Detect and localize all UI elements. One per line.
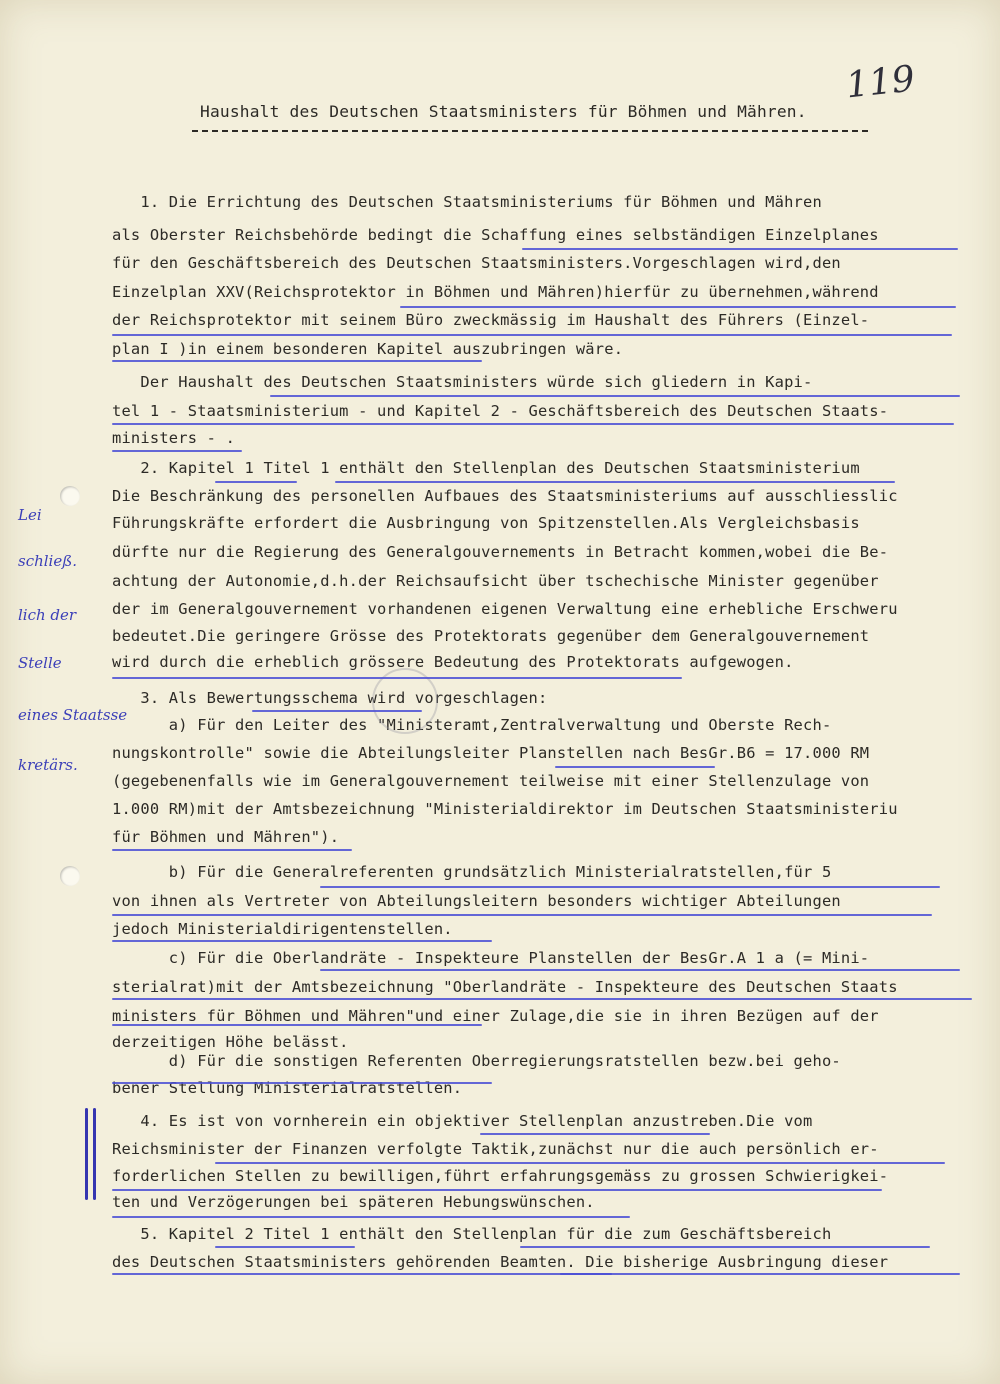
body-text-line: 3. Als Bewertungsschema wird vorgeschlagen:	[112, 689, 548, 707]
body-text-line: Reichsminister der Finanzen verfolgte Taktik,zunächst nur die auch persönlich er-	[112, 1140, 879, 1158]
pencil-underline	[112, 677, 682, 679]
body-text-line: derzeitigen Höhe belässt.	[112, 1033, 349, 1051]
body-text-line: Führungskräfte erfordert die Ausbringung von Spitzenstellen.Als Vergleichsbasis	[112, 514, 860, 532]
body-text-line: 1.000 RM)mit der Amtsbezeichnung "Ministerialdirektor im Deutschen Staatsministeriu	[112, 800, 898, 818]
margin-note: Lei	[18, 506, 42, 524]
body-text-line: c) Für die Oberlandräte - Inspekteure Planstellen der BesGr.A 1 a (= Mini-	[112, 949, 870, 967]
body-text-line: für Böhmen und Mähren").	[112, 828, 340, 846]
margin-note: kretärs.	[18, 756, 78, 774]
pencil-underline	[112, 1189, 882, 1191]
pencil-underline	[560, 1273, 960, 1275]
body-text-line: bedeutet.Die geringere Grösse des Protektorats gegenüber dem Generalgouvernement	[112, 627, 870, 645]
body-text-line: für den Geschäftsbereich des Deutschen Staatsministers.Vorgeschlagen wird,den	[112, 254, 841, 272]
pencil-underline	[112, 1216, 630, 1218]
body-text-line: jedoch Ministerialdirigentenstellen.	[112, 920, 453, 938]
pencil-underline	[320, 969, 960, 971]
pencil-underline	[522, 248, 958, 250]
body-text-line: 5. Kapitel 2 Titel 1 enthält den Stellenplan für die zum Geschäftsbereich	[112, 1225, 832, 1243]
punch-hole	[60, 866, 80, 886]
pencil-underline	[112, 998, 972, 1000]
body-text-line: sterialrat)mit der Amtsbezeichnung "Oberlandräte - Inspekteure des Deutschen Staats	[112, 978, 898, 996]
body-text-line: a) Für den Leiter des "Ministeramt,Zentralverwaltung und Oberste Rech-	[112, 716, 832, 734]
body-text-line: 1. Die Errichtung des Deutschen Staatsministeriums für Böhmen und Mähren	[112, 193, 822, 211]
pencil-underline	[400, 306, 956, 308]
body-text-line: der im Generalgouvernement vorhandenen eigenen Verwaltung eine erhebliche Erschweru	[112, 600, 898, 618]
pencil-underline	[320, 886, 940, 888]
pencil-underline	[270, 395, 960, 397]
pencil-underline	[112, 334, 952, 336]
body-text-line: 2. Kapitel 1 Titel 1 enthält den Stellenplan des Deutschen Staatsministerium	[112, 459, 860, 477]
margin-note: schließ.	[18, 552, 78, 570]
body-text-line: Einzelplan XXV(Reichsprotektor in Böhmen und Mähren)hierfür zu übernehmen,während	[112, 283, 879, 301]
body-text-line: des Deutschen Staatsministers gehörenden Beamten. Die bisherige Ausbringung dieser	[112, 1253, 889, 1271]
margin-bar-mark	[93, 1108, 96, 1200]
body-text-line: achtung der Autonomie,d.h.der Reichsaufsicht über tschechische Minister gegenüber	[112, 572, 879, 590]
title-underline	[192, 130, 868, 132]
margin-note: Stelle	[18, 654, 62, 672]
pencil-underline	[520, 1246, 930, 1248]
pencil-underline	[555, 766, 715, 768]
folio-number: 119	[844, 58, 917, 107]
body-text-line: Der Haushalt des Deutschen Staatsministers würde sich gliedern in Kapi-	[112, 373, 813, 391]
pencil-underline	[112, 1273, 612, 1275]
body-text-line: b) Für die Generalreferenten grundsätzlich Ministerialratstellen,für 5	[112, 863, 832, 881]
body-text-line: der Reichsprotektor mit seinem Büro zweckmässig im Haushalt des Führers (Einzel-	[112, 311, 870, 329]
pencil-underline	[215, 1162, 945, 1164]
pencil-underline	[112, 360, 482, 362]
pencil-underline	[112, 1082, 492, 1084]
body-text-line: plan I )in einem besonderen Kapitel auszubringen wäre.	[112, 340, 624, 358]
margin-bar-mark	[85, 1108, 88, 1200]
pencil-underline	[112, 940, 492, 942]
pencil-underline	[112, 1024, 482, 1026]
body-text-line: wird durch die erheblich grössere Bedeutung des Protektorats aufgewogen.	[112, 653, 794, 671]
body-text-line: Die Beschränkung des personellen Aufbaues des Staatsministeriums auf ausschliesslic	[112, 487, 898, 505]
body-text-line: als Oberster Reichsbehörde bedingt die Schaffung eines selbständigen Einzelplanes	[112, 226, 879, 244]
pencil-underline	[215, 481, 297, 483]
pencil-underline	[335, 481, 895, 483]
body-text-line: ministers für Böhmen und Mähren"und einer Zulage,die sie in ihren Bezügen auf der	[112, 1007, 879, 1025]
pencil-underline	[215, 1246, 355, 1248]
body-text-line: bener Stellung Ministerialratstellen.	[112, 1079, 463, 1097]
pencil-underline	[112, 914, 932, 916]
margin-note: eines Staatsse	[18, 706, 128, 724]
body-text-line: ministers - .	[112, 429, 236, 447]
body-text-line: (gegebenenfalls wie im Generalgouvernement teilweise mit einer Stellenzulage von	[112, 772, 870, 790]
body-text-line: 4. Es ist von vornherein ein objektiver Stellenplan anzustreben.Die vom	[112, 1112, 813, 1130]
body-text-line: nungskontrolle" sowie die Abteilungsleiter Planstellen nach BesGr.B6 = 17.000 RM	[112, 744, 870, 762]
pencil-underline	[112, 450, 242, 452]
pencil-underline	[112, 423, 954, 425]
body-text-line: von ihnen als Vertreter von Abteilungsleitern besonders wichtiger Abteilungen	[112, 892, 841, 910]
body-text-line: tel 1 - Staatsministerium - und Kapitel 2 - Geschäftsbereich des Deutschen Staats-	[112, 402, 889, 420]
body-text-line: ten und Verzögerungen bei späteren Hebungswünschen.	[112, 1193, 595, 1211]
pencil-underline	[112, 849, 352, 851]
body-text-line: forderlichen Stellen zu bewilligen,führt erfahrungsgemäss zu grossen Schwierigkei-	[112, 1167, 889, 1185]
margin-note: lich der	[18, 606, 77, 624]
pencil-underline	[252, 710, 422, 712]
body-text-line: d) Für die sonstigen Referenten Oberregierungsratstellen bezw.bei geho-	[112, 1052, 841, 1070]
punch-hole	[60, 486, 80, 506]
pencil-underline	[480, 1133, 710, 1135]
body-text-line: dürfte nur die Regierung des Generalgouvernements in Betracht kommen,wobei die Be-	[112, 543, 889, 561]
document-title: Haushalt des Deutschen Staatsministers für Böhmen und Mähren.	[200, 102, 807, 121]
